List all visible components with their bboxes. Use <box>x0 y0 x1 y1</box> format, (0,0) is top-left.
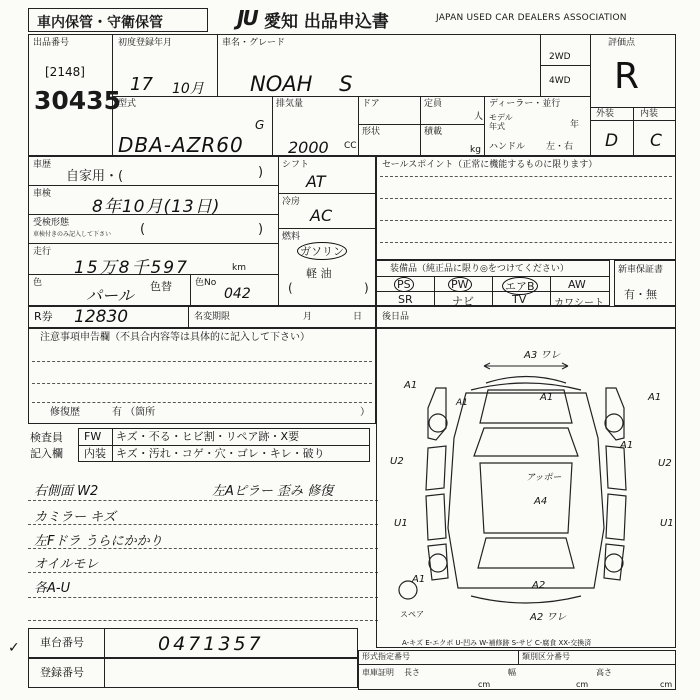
name-change-label: 名変期限 <box>194 312 231 322</box>
repair-value: 有 （箇所 <box>112 407 156 418</box>
repair-label: 修復歴 <box>50 407 80 418</box>
interior-label: 内装 <box>640 109 659 119</box>
association-name: JAPAN USED CAR DEALERS ASSOCIATION <box>436 13 627 23</box>
name-change-month: 月 <box>303 312 313 322</box>
height-label: 高さ <box>596 668 612 677</box>
chassis-label: 車台番号 <box>40 636 84 649</box>
car-name-label: 車名・グレード <box>222 38 286 48</box>
equipment-ps: PS <box>394 277 414 292</box>
interior-score: C <box>650 131 662 151</box>
storage-note: 車内保管・守衛保管 <box>37 15 163 31</box>
fw-items: キズ・不る・ヒビ割・リペア跡・X要 <box>116 430 300 443</box>
diag-label-spare-area: A1 <box>412 574 426 585</box>
diag-label-rear: A2 <box>532 580 546 591</box>
damage-legend: A-キズ E-エクボ U-凹み W-補修跡 S-サビ C-腐食 XX-交換済 <box>402 639 592 647</box>
drive-2wd: 2WD <box>549 52 571 62</box>
shaken-label: 車検 <box>33 189 52 199</box>
lot-number: 30435 <box>34 86 121 115</box>
acceptance-label: 受検形態 <box>33 218 70 228</box>
dealer-label: ディーラー・並行 <box>489 99 561 109</box>
diag-label-left-door-rear: U1 <box>394 518 408 529</box>
lot-sub-number: [2148] <box>45 65 85 79</box>
equipment-aw: AW <box>568 278 586 291</box>
diag-label-roof: A4 <box>534 496 548 507</box>
diag-label-roof-note: アッポー <box>526 473 562 483</box>
shift-value: AT <box>306 172 326 191</box>
drive-4wd: 4WD <box>549 76 571 86</box>
handle-options: 左・右 <box>546 142 574 152</box>
exterior-score: D <box>605 131 619 151</box>
remark-3: カミラー キズ <box>34 510 116 525</box>
shaken-value: 8年10月(13日) <box>92 197 221 217</box>
fw-label: FW <box>84 430 102 443</box>
mileage-value: 15万8千597 <box>74 258 189 278</box>
equipment-airbag: エアB <box>502 277 538 295</box>
ac-value: AC <box>310 206 333 225</box>
model-label: 型式 <box>118 99 137 109</box>
equipment-pw: PW <box>448 277 472 292</box>
fuel-diesel: 軽 油 <box>306 267 332 280</box>
diag-label-right-mirror: A1 <box>620 440 634 451</box>
rear-items-label: 後日品 <box>382 312 410 322</box>
door-label: ドア <box>362 99 380 109</box>
exterior-label: 外装 <box>596 109 615 119</box>
remark-6: 各A-U <box>34 581 71 596</box>
model-sup: G <box>255 118 265 132</box>
equipment-leather-seat: カワシート <box>554 298 604 309</box>
inspector-label-2: 記入欄 <box>30 447 63 460</box>
equipment-navi: ナビ <box>452 295 474 308</box>
color-change-label: 色替 <box>150 280 172 293</box>
history-close: ) <box>258 165 264 180</box>
model-year-label: モデル 年式 <box>489 113 513 131</box>
recycle-label: R券 <box>34 310 53 323</box>
ac-label: 冷房 <box>282 197 301 207</box>
registration-label: 初度登録年月 <box>118 38 173 48</box>
form-title: 愛知 出品申込書 <box>264 12 389 32</box>
acceptance-close: ) <box>258 222 264 237</box>
chassis-value: 0471357 <box>158 633 264 655</box>
format-label: 形式指定番号 <box>362 652 410 661</box>
model-value: DBA-AZR60 <box>118 133 244 157</box>
diag-label-hood: A1 <box>540 392 554 403</box>
color-code-label: 色No <box>195 278 217 288</box>
mileage-unit: km <box>232 263 246 273</box>
diag-label-right-door-front: U2 <box>658 458 672 469</box>
equipment-tv: TV <box>512 293 527 306</box>
storage-note-box <box>28 8 208 32</box>
name-change-day: 日 <box>353 312 363 322</box>
warranty-value: 有・無 <box>624 288 657 301</box>
shape-label: 形状 <box>362 127 381 137</box>
displacement-label: 排気量 <box>276 99 304 109</box>
capacity-label: 定員 <box>424 99 443 109</box>
history-value: 自家用・( <box>66 169 124 184</box>
load-unit: kg <box>470 145 481 155</box>
fuel-close: ) <box>364 281 369 295</box>
rear-items-row <box>376 306 676 328</box>
length-label: 長さ <box>404 668 420 677</box>
remark-2: 左Aピラー 歪み 修復 <box>212 484 334 499</box>
fuel-label: 燃料 <box>282 232 301 242</box>
model-year-unit: 年 <box>570 120 580 130</box>
load-label: 積載 <box>424 127 443 137</box>
displacement-value: 2000 <box>288 138 329 157</box>
shift-label: シフト <box>282 160 310 170</box>
diag-label-right-fender: A1 <box>648 392 662 403</box>
remark-4: 左Fドラ うらにかかり <box>34 534 163 549</box>
car-name-value: NOAH S <box>250 72 353 96</box>
capacity-unit: 人 <box>474 112 484 122</box>
registration-month: 10月 <box>172 81 204 97</box>
score-value: R <box>614 56 640 97</box>
diag-label-right-door-rear: U1 <box>660 518 674 529</box>
handle-label: ハンドル <box>489 142 526 152</box>
diag-label-front-bumper: A3 ワレ <box>524 350 561 361</box>
color-label: 色 <box>33 278 43 288</box>
displacement-unit: CC <box>344 141 357 151</box>
diag-label-rear-bumper: A2 ワレ <box>530 612 567 623</box>
cert-label: 車庫証明 <box>362 668 394 677</box>
diag-label-left-pillar: A1 <box>456 398 468 408</box>
remark-5: オイルモレ <box>34 557 99 572</box>
fuel-gasoline: ガソリン <box>297 242 347 260</box>
width-unit: cm <box>576 680 589 689</box>
inspector-label: 検査員 <box>30 431 63 444</box>
acceptance-open: ( <box>140 222 146 237</box>
registration-year: 17 <box>130 74 153 95</box>
ju-logo: JU <box>237 6 257 30</box>
notes-label: 注意事項申告欄（不具合内容等は具体的に記入して下さい） <box>40 332 310 343</box>
length-unit: cm <box>478 680 491 689</box>
interior-insp-label: 内装 <box>84 447 106 460</box>
mileage-label: 走行 <box>33 247 52 257</box>
equipment-sr: SR <box>398 293 413 306</box>
check-mark: ✓ <box>8 640 20 656</box>
lot-label: 出品番号 <box>33 38 70 48</box>
sales-point-label: セールスポイント（正常に機能するものに限ります） <box>382 160 598 170</box>
repair-close: ） <box>360 407 370 418</box>
interior-insp-items: キズ・汚れ・コゲ・穴・ゴレ・キレ・破り <box>116 447 325 460</box>
sales-point-box <box>376 156 676 260</box>
diag-label-left-door-front: U2 <box>390 456 404 467</box>
height-unit: cm <box>660 680 673 689</box>
class-label: 類別区分番号 <box>522 652 570 661</box>
warranty-label: 新車保証書 <box>618 265 664 275</box>
history-label: 車歴 <box>33 160 52 170</box>
score-label: 評価点 <box>608 38 636 48</box>
diag-label-left-fender: A1 <box>404 380 418 391</box>
equipment-label: 装備品（純正品に限り◎をつけてください） <box>390 264 569 274</box>
plate-label: 登録番号 <box>40 666 84 679</box>
color-code: 042 <box>224 286 251 302</box>
acceptance-note: 車検付きのみ記入して下さい <box>33 231 112 238</box>
diag-label-spare: スペア <box>400 610 424 619</box>
remark-1: 右側面 W2 <box>34 484 99 499</box>
recycle-value: 12830 <box>74 307 129 327</box>
width-label: 幅 <box>508 668 516 677</box>
color-value: パール <box>86 286 134 305</box>
fuel-open: ( <box>288 281 293 295</box>
